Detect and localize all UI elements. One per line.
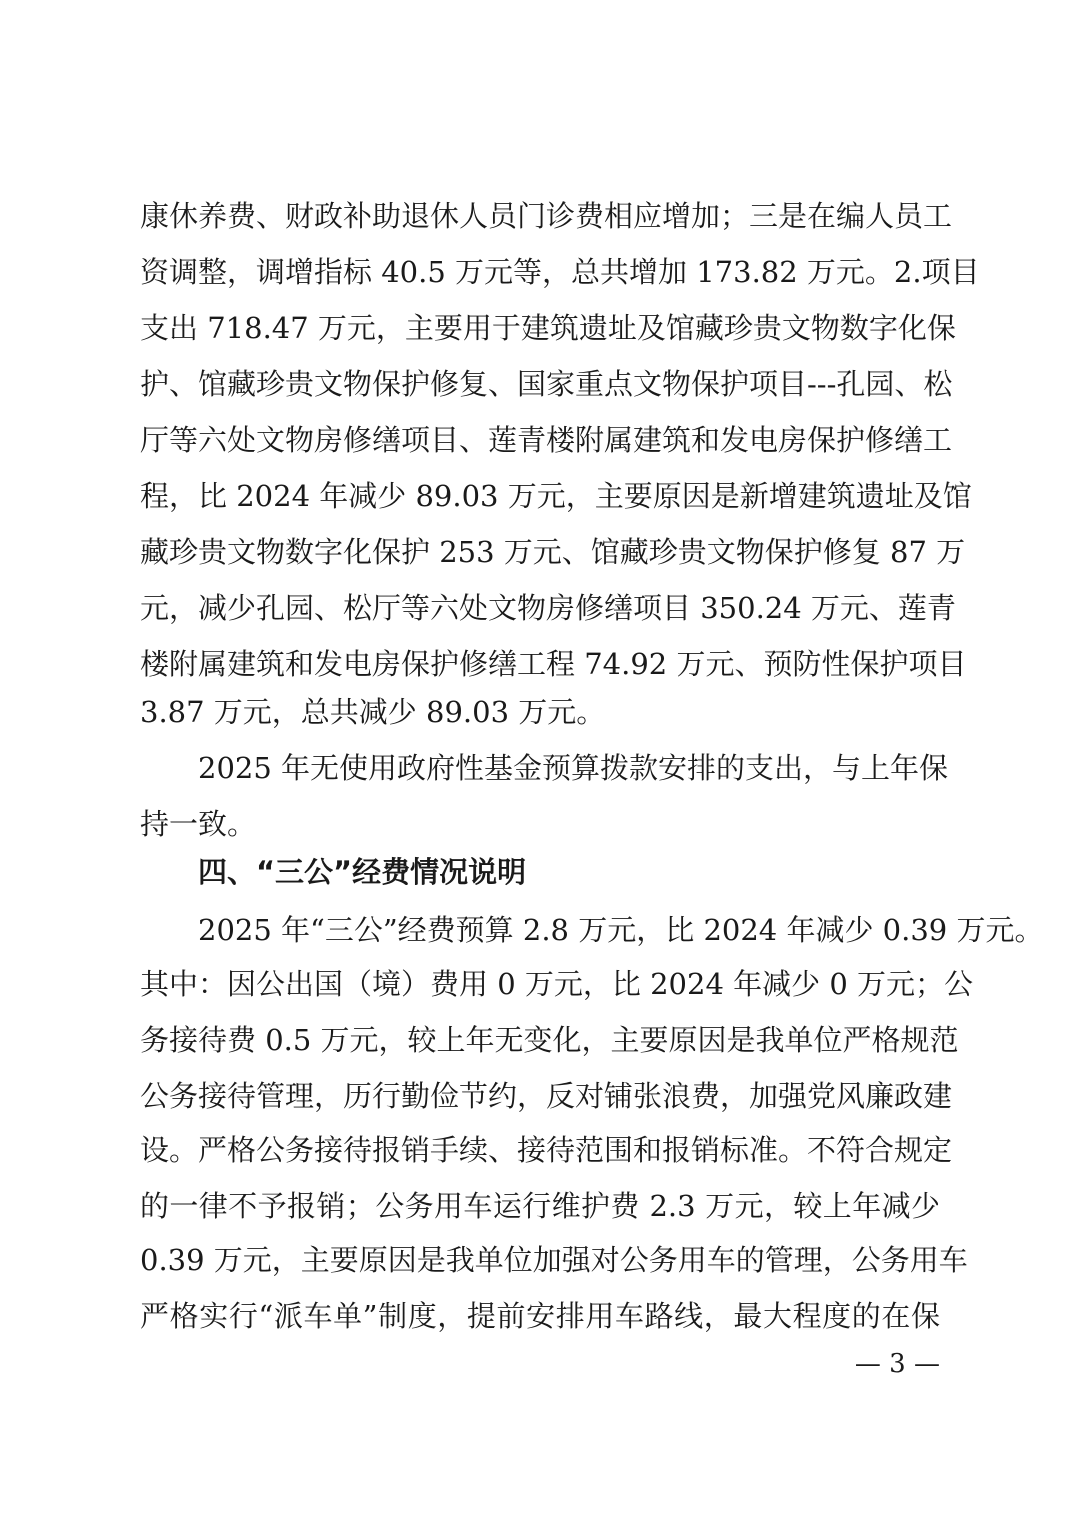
body-text-line: 元，减少孔园、松厅等六处文物房修缮项目 350.24 万元、莲青 (140, 591, 956, 625)
body-text-line: 厅等六处文物房修缮项目、莲青楼附属建筑和发电房保护修缮工 (140, 423, 953, 457)
body-text-line: 楼附属建筑和发电房保护修缮工程 74.92 万元、预防性保护项目 (140, 647, 967, 681)
body-text-line: 资调整，调增指标 40.5 万元等，总共增加 173.82 万元。2.项目 (140, 255, 980, 289)
body-text-line: 其中：因公出国（境）费用 0 万元，比 2024 年减少 0 万元；公 (140, 967, 974, 1001)
section-heading: 四、“三公”经费情况说明 (198, 855, 527, 889)
body-text-line: 2025 年“三公”经费预算 2.8 万元，比 2024 年减少 0.39 万元。 (198, 913, 1044, 947)
body-text-line: 0.39 万元，主要原因是我单位加强对公务用车的管理，公务用车 (140, 1243, 968, 1277)
body-text-line: 持一致。 (140, 807, 257, 841)
body-text-line: 2025 年无使用政府性基金预算拨款安排的支出，与上年保 (198, 751, 949, 785)
body-text-line: 康休养费、财政补助退休人员门诊费相应增加；三是在编人员工 (140, 199, 953, 233)
page-number: — 3 — (854, 1349, 940, 1379)
body-text-line: 的一律不予报销；公务用车运行维护费 2.3 万元，较上年减少 (140, 1189, 940, 1223)
body-text-line: 设。严格公务接待报销手续、接待范围和报销标准。不符合规定 (140, 1133, 953, 1167)
body-text-line: 严格实行“派车单”制度，提前安排用车路线，最大程度的在保 (140, 1299, 940, 1333)
body-text-line: 3.87 万元，总共减少 89.03 万元。 (140, 695, 606, 729)
body-text-line: 公务接待管理，历行勤俭节约，反对铺张浪费，加强党风廉政建 (140, 1079, 953, 1113)
body-text-line: 护、馆藏珍贵文物保护修复、国家重点文物保护项目---孔园、松 (140, 367, 953, 401)
body-text-line: 支出 718.47 万元，主要用于建筑遗址及馆藏珍贵文物数字化保 (140, 311, 956, 345)
body-text-line: 程，比 2024 年减少 89.03 万元，主要原因是新增建筑遗址及馆 (140, 479, 972, 513)
body-text-line: 藏珍贵文物数字化保护 253 万元、馆藏珍贵文物保护修复 87 万 (140, 535, 966, 569)
body-text-line: 务接待费 0.5 万元，较上年无变化，主要原因是我单位严格规范 (140, 1023, 959, 1057)
